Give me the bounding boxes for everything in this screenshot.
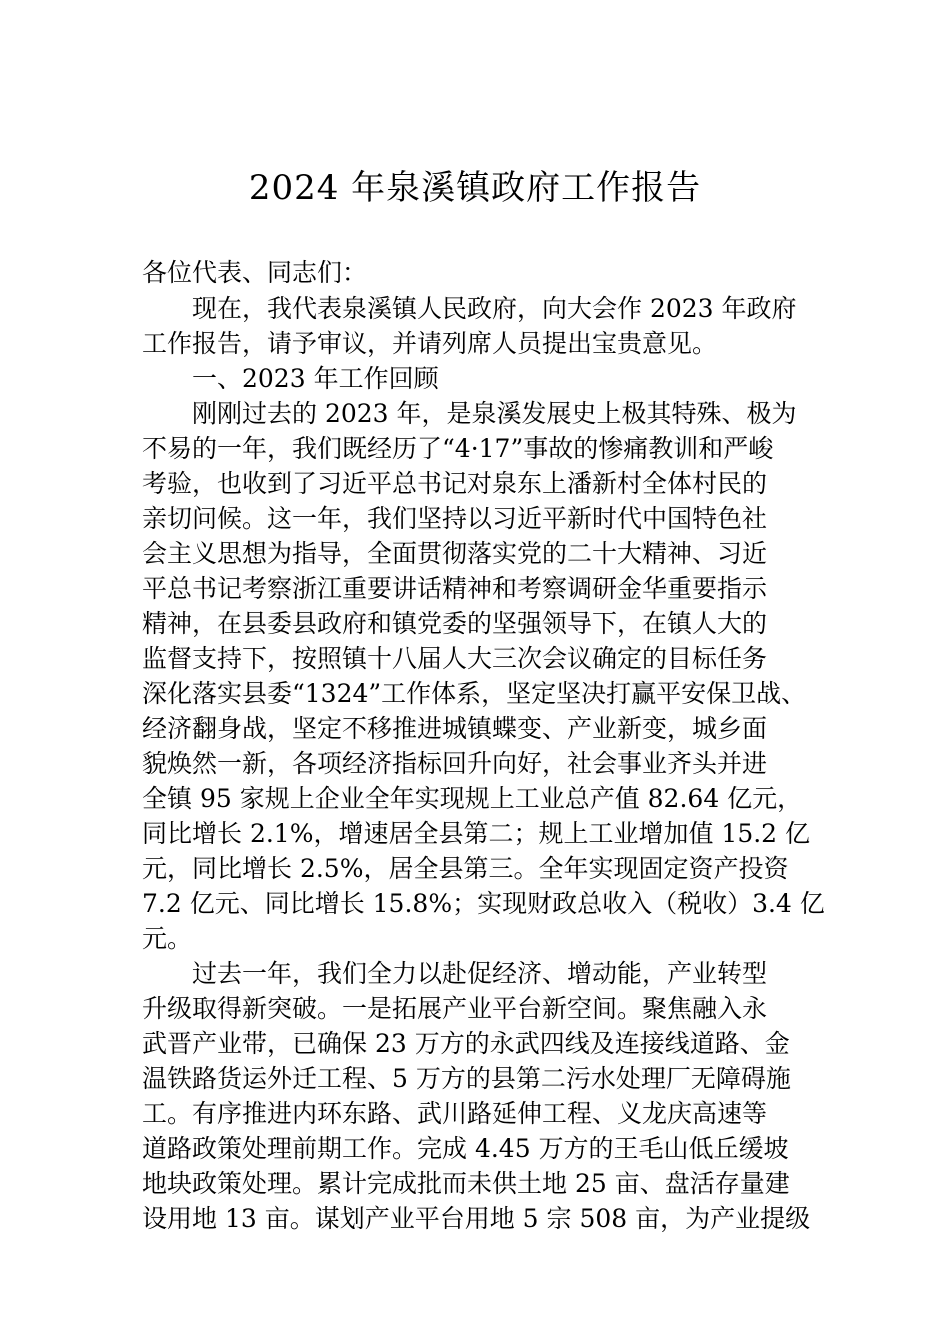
section-heading: 一、2023 年工作回顾 [192, 364, 439, 393]
body-line: 7.2 亿元、同比增长 15.8%；实现财政总收入（税收）3.4 亿 [142, 889, 825, 918]
body-line: 深化落实县委“1324”工作体系，坚定坚决打赢平安保卫战、 [142, 679, 807, 708]
document-title: 2024 年泉溪镇政府工作报告 [248, 168, 702, 208]
body-line: 不易的一年，我们既经历了“4·17”事故的惨痛教训和严峻 [142, 434, 774, 463]
body-line: 升级取得新突破。一是拓展产业平台新空间。聚焦融入永 [142, 994, 768, 1023]
body-line: 元，同比增长 2.5%，居全县第三。全年实现固定资产投资 [142, 854, 789, 883]
body-line: 现在，我代表泉溪镇人民政府，向大会作 2023 年政府 [192, 294, 797, 323]
body-line: 监督支持下，按照镇十八届人大三次会议确定的目标任务 [142, 644, 768, 673]
body-line: 武晋产业带，已确保 23 万方的永武四线及连接线道路、金 [142, 1029, 790, 1058]
body-line: 亲切问候。这一年，我们坚持以习近平新时代中国特色社 [142, 504, 768, 533]
body-line: 全镇 95 家规上企业全年实现规上工业总产值 82.64 亿元， [142, 784, 803, 813]
body-line: 同比增长 2.1%，增速居全县第二；规上工业增加值 15.2 亿 [142, 819, 811, 848]
body-line: 设用地 13 亩。谋划产业平台用地 5 宗 508 亩，为产业提级 [142, 1204, 811, 1233]
body-line: 过去一年，我们全力以赴促经济、增动能，产业转型 [192, 959, 768, 988]
body-line: 元。 [142, 924, 193, 953]
body-line: 温铁路货运外迁工程、5 万方的县第二污水处理厂无障碍施 [142, 1064, 791, 1093]
body-line: 工。有序推进内环东路、武川路延伸工程、义龙庆高速等 [142, 1099, 768, 1128]
body-line: 道路政策处理前期工作。完成 4.45 万方的王毛山低丘缓坡 [142, 1134, 789, 1163]
body-line: 刚刚过去的 2023 年，是泉溪发展史上极其特殊、极为 [192, 399, 797, 428]
body-line: 考验，也收到了习近平总书记对泉东上潘新村全体村民的 [142, 469, 768, 498]
salutation-line: 各位代表、同志们： [142, 258, 368, 287]
body-line: 工作报告，请予审议，并请列席人员提出宝贵意见。 [142, 329, 718, 358]
body-line: 平总书记考察浙江重要讲话精神和考察调研金华重要指示 [142, 574, 768, 603]
body-line: 会主义思想为指导，全面贯彻落实党的二十大精神、习近 [142, 539, 768, 568]
body-line: 貌焕然一新，各项经济指标回升向好，社会事业齐头并进 [142, 749, 768, 778]
body-line: 地块政策处理。累计完成批而未供土地 25 亩、盘活存量建 [142, 1169, 790, 1198]
body-line: 精神，在县委县政府和镇党委的坚强领导下，在镇人大的 [142, 609, 768, 638]
body-line: 经济翻身战，坚定不移推进城镇蝶变、产业新变，城乡面 [142, 714, 768, 743]
